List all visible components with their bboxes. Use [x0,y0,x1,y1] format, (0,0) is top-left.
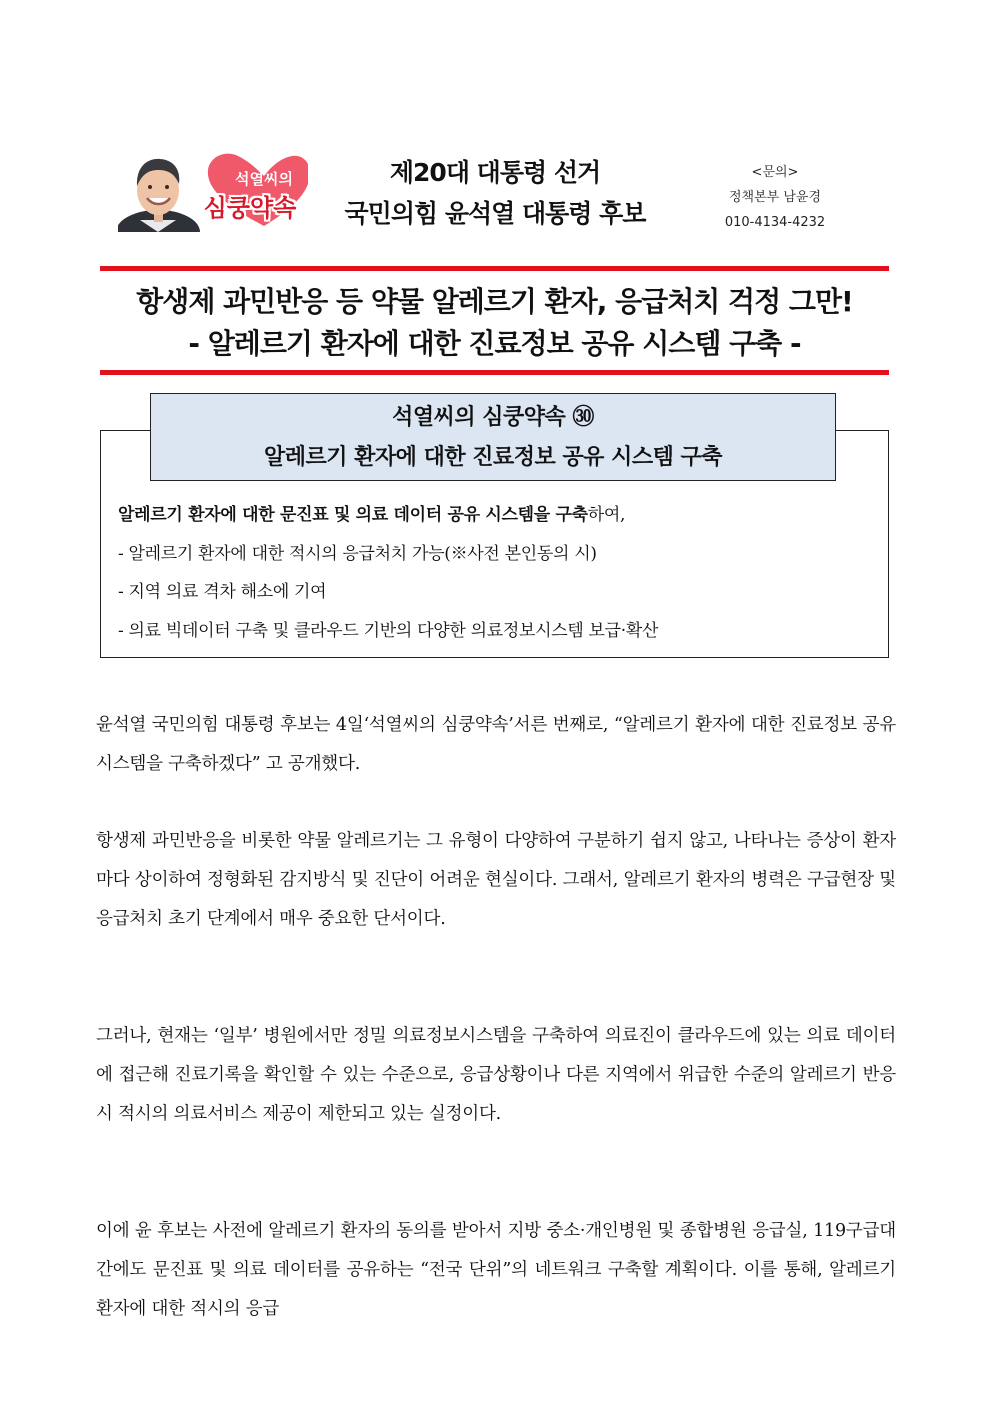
pledge-lead-bold: 알레르기 환자에 대한 문진표 및 의료 데이터 공유 시스템을 구축 [118,505,588,525]
campaign-logo [118,150,308,232]
logo-big-text: 심쿵약속 [203,194,297,222]
headline-top-rule [100,266,889,271]
pledge-lead-rest: 하여, [587,505,626,525]
headline [100,281,889,365]
headline-line-1: 항생제 과민반응 등 약물 알레르기 환자, 응급처치 걱정 그만! [136,285,853,318]
pledge-item: - 알레르기 환자에 대한 적시의 응급처치 가능(※사전 본인동의 시) [118,543,597,564]
pledge-lead [118,496,888,535]
headline-bottom-rule [100,370,889,375]
contact-info [690,160,860,235]
election-title [330,153,660,235]
contact-department: 정책본부 남윤경 [728,190,822,205]
pledge-title-line-2: 알레르기 환자에 대한 진료정보 공유 시스템 구축 [264,445,722,470]
logo-small-text: 석열씨의 [235,170,293,188]
body-paragraph-4: 이에 윤 후보는 사전에 알레르기 환자의 동의를 받아서 지방 중소·개인병원 및 종합병원 응급실, 119구급대 간에도 문진표 및 의료 데이터를 공유하는 “전국 단위”의 네트워크 구축할 계획이다. 이를 통해, 알레르기 환자에 대한 적시의 응급 [96,1221,896,1319]
pledge-title-box [150,393,836,481]
body-paragraph-1: 윤석열 국민의힘 대통령 후보는 4일‘석열씨의 심쿵약속’서른 번째로, “알레르기 환자에 대한 진료정보 공유 시스템을 구축하겠다” 고 공개했다. [96,715,896,774]
contact-label: <문의> [751,165,799,180]
election-line-1: 제20대 대통령 선거 [389,158,601,187]
body-paragraph-3: 그러나, 현재는 ‘일부’ 병원에서만 정밀 의료정보시스템을 구축하여 의료진이 클라우드에 있는 의료 데이터에 접근해 진료기록을 확인할 수 있는 수준으로, 응급상황이나 다른 지역에서 위급한 수준의 알레르기 반응 시 적시의 의료서비스 제공이 제한되고 있는 실정이다. [96,1026,896,1124]
headline-line-2: - 알레르기 환자에 대한 진료정보 공유 시스템 구축 - [188,327,801,360]
pledge-item: - 의료 빅데이터 구축 및 클라우드 기반의 다양한 의료정보시스템 보급·확산 [118,620,659,641]
election-line-2: 국민의힘 윤석열 대통령 후보 [344,199,646,228]
body-paragraph-2: 항생제 과민반응을 비롯한 약물 알레르기는 그 유형이 다양하여 구분하기 쉽지 않고, 나타나는 증상이 환자마다 상이하여 정형화된 감지방식 및 진단이 어려운 현실이다. 그래서, 알레르기 환자의 병력은 구급현장 및 응급처치 초기 단계에서 매우 중요한 단서이다. [96,831,896,929]
contact-phone: 010-4134-4232 [724,215,826,230]
pledge-item: - 지역 의료 격차 해소에 기여 [118,582,327,602]
pledge-title-line-1: 석열씨의 심쿵약속 ㉚ [392,405,594,430]
pledge-list [118,496,888,650]
